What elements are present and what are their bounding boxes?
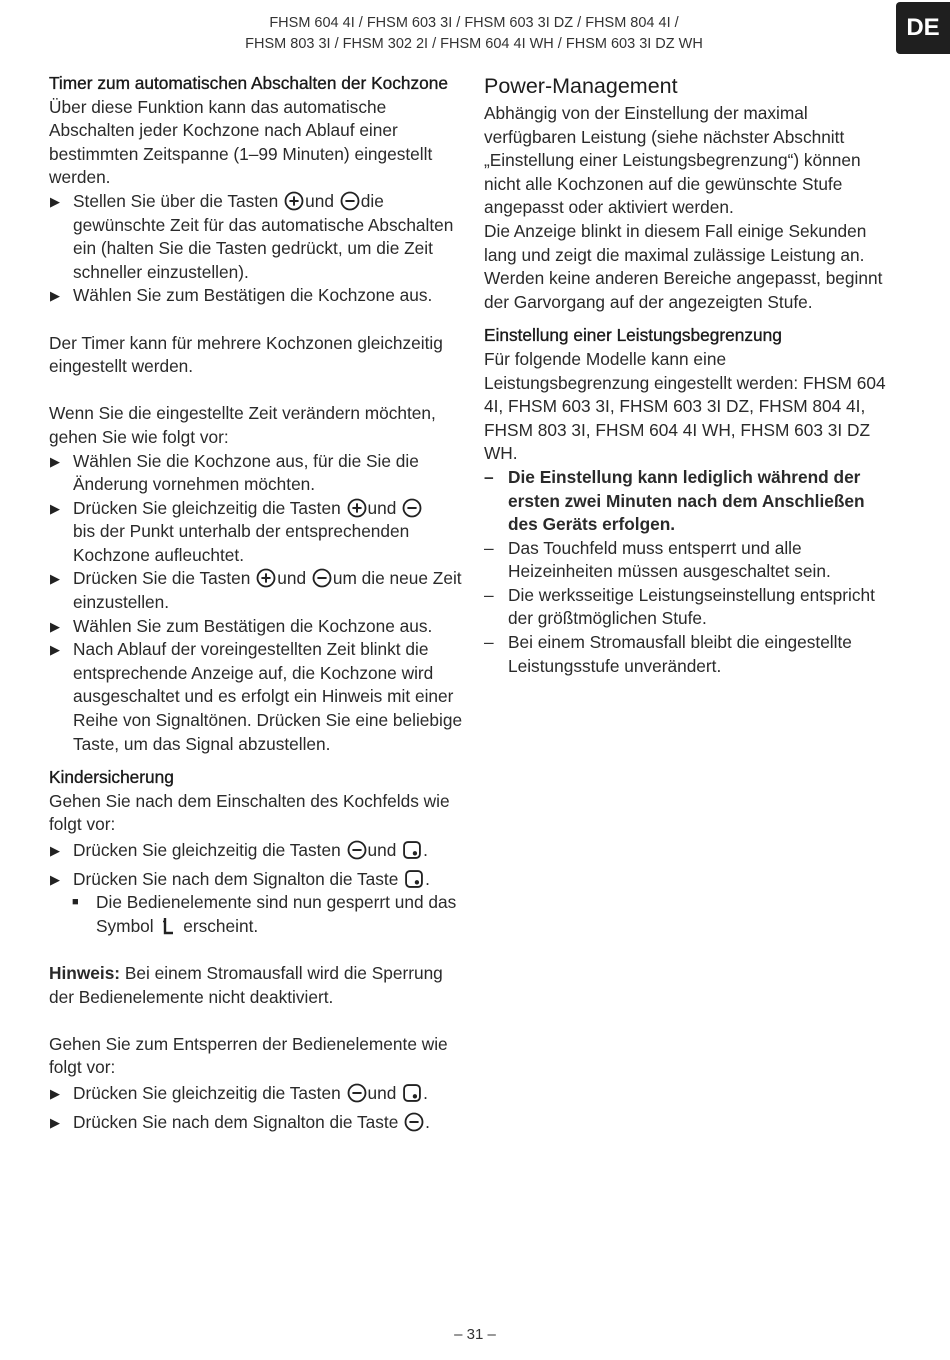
timer-heading: Timer zum automatischen Abschalten der Kochzone — [49, 73, 448, 93]
step-text: . — [423, 840, 428, 860]
list-item — [49, 839, 467, 863]
minus-circle-icon — [347, 840, 367, 860]
list-item: – Die werksseitige Leistungseinstellung entspricht der größtmöglichen Stufe. — [484, 584, 894, 631]
change-intro: Wenn Sie die eingestellte Zeit verändern möchten, gehen Sie wie folgt vor: — [49, 403, 436, 447]
timer-multi-note: Der Timer kann für mehrere Kochzonen gleichzeitig eingestellt werden. — [49, 332, 443, 377]
power-paragraph-1: Abhängig von der Einstellung der maximal verfügbaren Leistung (siehe nächster Abschnitt „Einstellung einer Leistungsbegrenzung“) können nicht alle Kochzonen auf die gewünschte Stufe angepasst oder aktiviert werden. — [484, 103, 861, 218]
plus-circle-icon — [256, 568, 276, 588]
step-text: Drücken Sie gleichzeitig die Tasten — [73, 1082, 341, 1103]
child-lock-heading: Kindersicherung — [49, 767, 174, 788]
note-text: Bei einem Stromausfall wird die Sperrung der Bedienelemente nicht deaktiviert. — [49, 962, 443, 1007]
step-text: . — [425, 1111, 430, 1132]
minus-circle-icon — [347, 1083, 367, 1103]
step-text: Drücken Sie nach dem Signalton die Taste — [73, 868, 399, 889]
step-text: . — [425, 868, 430, 889]
step-text: und — [367, 497, 397, 518]
step-text: Drücken Sie die Tasten — [73, 568, 251, 589]
step-text: erscheint. — [183, 915, 259, 936]
child-lock-steps — [49, 839, 467, 938]
list-item — [49, 868, 467, 892]
models-line-2: FHSM 803 3I / FHSM 302 2I / FHSM 604 4I WH / FHSM 603 3I DZ WH — [245, 36, 703, 52]
step-text: die gewünschte Zeit für das automatische Abschalten ein (halten Sie die Tasten gedrückt, um die Zeit schneller einzustellen). — [73, 190, 454, 282]
plus-circle-icon — [347, 498, 367, 518]
list-item — [49, 1082, 467, 1106]
power-failure-note — [49, 962, 467, 1009]
power-paragraph-2: Die Anzeige blinkt in diesem Fall einige Sekunden lang und zeigt die maximal zulässige Leistung an. Werden keine anderen Bereiche angepasst, beginnt der Garvorgang auf der angezeigten Stufe. — [484, 220, 883, 312]
minus-circle-icon — [312, 568, 332, 588]
note-label: Hinweis: — [49, 962, 121, 983]
unlock-steps — [49, 1082, 467, 1134]
step-text: und — [367, 840, 397, 860]
list-item: ▶ Wählen Sie zum Bestätigen die Kochzone aus. — [49, 615, 467, 639]
step-text: Die Bedienelemente sind nun gesperrt und das Symbol — [96, 892, 457, 936]
list-item — [49, 190, 467, 284]
list-item: – Das Touchfeld muss entsperrt und alle Heizeinheiten müssen ausgeschaltet sein. — [484, 537, 894, 584]
power-limit-intro: Für folgende Modelle kann eine Leistungsbegrenzung eingestellt werden: FHSM 604 4I, FHSM 603 3I, FHSM 603 3I DZ, FHSM 804 4I, FHSM 803 3I, FHSM 604 4I WH, FHSM 603 3I DZ WH. — [484, 348, 886, 464]
step-text: Drücken Sie nach dem Signalton die Taste — [73, 1111, 399, 1132]
list-item: ▶ Wählen Sie die Kochzone aus, für die Sie die Änderung vornehmen möchten. — [49, 450, 467, 497]
power-management-heading: Power-Management — [484, 74, 678, 98]
page-header — [180, 13, 768, 55]
minus-circle-icon — [404, 1112, 424, 1132]
right-column — [484, 72, 894, 678]
step-text: Stellen Sie über die Tasten — [73, 190, 279, 211]
step-text: . — [423, 1082, 428, 1103]
list-item — [49, 567, 467, 614]
list-item — [49, 1111, 467, 1135]
change-steps — [49, 450, 467, 757]
step-text: Drücken Sie gleichzeitig die Tasten — [73, 497, 341, 518]
list-item: – Die Einstellung kann lediglich während der ersten zwei Minuten nach dem Anschließen des Geräts erfolgen. — [484, 466, 894, 537]
minus-circle-icon — [340, 191, 360, 211]
timer-steps — [49, 190, 467, 308]
left-column — [49, 72, 467, 1134]
models-line-1: FHSM 604 4I / FHSM 603 3I / FHSM 603 3I DZ / FHSM 804 4I / — [269, 15, 679, 31]
lock-key-icon — [402, 1083, 422, 1103]
plus-circle-icon — [284, 191, 304, 211]
list-item: ▶ Nach Ablauf der voreingestellten Zeit blinkt die entsprechende Anzeige auf, die Kochzone wird ausgeschaltet und es erfolgt ein Hinweis mit einer Reihe von Signaltönen. Drücken Sie eine beliebige Taste, um das Signal abzustellen. — [49, 638, 467, 756]
timer-intro: Über diese Funktion kann das automatische Abschalten jeder Kochzone nach Ablauf einer bestimmten Zeitspanne (1–99 Minuten) eingestellt werden. — [49, 96, 433, 188]
step-text: bis der Punkt unterhalb der entsprechenden Kochzone aufleuchtet. — [73, 521, 410, 565]
unlock-intro: Gehen Sie zum Entsperren der Bedienelemente wie folgt vor: — [49, 1033, 448, 1078]
lock-symbol-icon — [162, 917, 174, 935]
list-item — [49, 891, 467, 938]
lock-key-icon — [404, 869, 424, 889]
step-text: und — [305, 190, 334, 211]
list-item: – Bei einem Stromausfall bleibt die eingestellte Leistungsstufe unverändert. — [484, 631, 894, 678]
minus-circle-icon — [402, 498, 422, 518]
power-limit-list — [484, 466, 894, 678]
page-number: – 31 – — [454, 1326, 496, 1343]
child-lock-intro: Gehen Sie nach dem Einschalten des Kochfelds wie folgt vor: — [49, 790, 450, 835]
list-item: ▶ Wählen Sie zum Bestätigen die Kochzone aus. — [49, 284, 467, 308]
step-text: und — [277, 568, 307, 589]
power-limit-heading: Einstellung einer Leistungsbegrenzung — [484, 325, 782, 346]
list-item — [49, 497, 467, 568]
lock-key-icon — [402, 840, 422, 860]
step-text: und — [367, 1082, 397, 1103]
step-text: Drücken Sie gleichzeitig die Tasten — [73, 840, 341, 860]
language-badge: DE — [896, 2, 950, 54]
step-text: um die neue Zeit einzustellen. — [73, 568, 462, 613]
